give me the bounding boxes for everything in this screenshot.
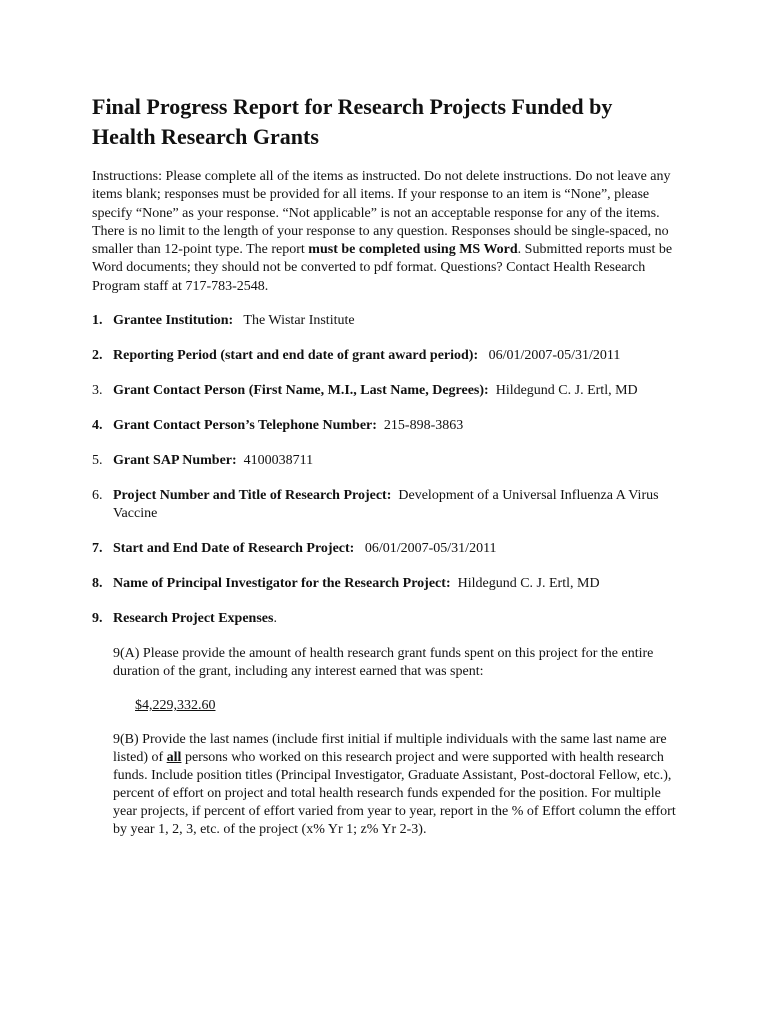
section-9b-text-2: persons who worked on this research project and were supported with health research funds. Include position titles (Principal Investigator, Graduate Assistant, Post-doctoral Fellow, etc.), percent of effort on project and total health research funds expended for the position. For multiple year projects, if percent of effort varied from year to year, report in the % of Effort column the effort by year 1, 2, 3, etc. of the project (x% Yr 1; z% Yr 2-3).: [113, 750, 676, 838]
title-line-1: Final Progress Report for Research Projects Funded by: [92, 94, 613, 119]
item-label: Grant SAP Number:: [113, 453, 237, 469]
section-9b-text: [92, 731, 684, 839]
section-9b-emphasis: all: [166, 750, 182, 766]
item-label: Grant Contact Person (First Name, M.I., Last Name, Degrees):: [113, 383, 489, 399]
item-grant-sap-number: [92, 452, 684, 470]
item-label: Name of Principal Investigator for the Research Project:: [113, 576, 451, 592]
item-value: .: [273, 611, 277, 627]
item-contact-telephone: [92, 417, 684, 435]
item-number: 8.: [92, 576, 103, 592]
instructions-text-2: . Submitted reports must be Word documents; they should not be converted to pdf format. Questions? Contact Health Research Program staff at 717-783-2548.: [92, 242, 673, 294]
item-label: Project Number and Title of Research Project:: [113, 488, 392, 504]
item-label: Grantee Institution:: [113, 313, 234, 329]
item-research-expenses: [92, 610, 684, 628]
section-9a-text: 9(A) Please provide the amount of health research grant funds spent on this project for the entire duration of the grant, including any interest earned that was spent:: [113, 646, 654, 680]
item-number: 5.: [92, 453, 103, 469]
item-principal-investigator: [92, 575, 684, 593]
instructions-text-1: Instructions: Please complete all of the items as instructed. Do not delete instructions. Do not leave any items blank; responses must be provided for all items. If your response to an item is “None”, please specify “None” as your response. “Not applicable” is not an acceptable response for any of the items. There is no limit to the length of your response to any question. Responses should be single-spaced, no smaller than 12-point type. The report: [92, 169, 671, 258]
document-page: [92, 92, 684, 855]
item-grantee-institution: [92, 312, 684, 330]
item-reporting-period: [92, 347, 684, 365]
item-value: The Wistar Institute: [243, 313, 355, 329]
item-value: Development of a Universal Influenza A Virus Vaccine: [113, 488, 659, 522]
item-value: 06/01/2007-05/31/2011: [488, 348, 621, 364]
item-number: 6.: [92, 488, 103, 504]
item-label: Grant Contact Person’s Telephone Number:: [113, 418, 377, 434]
title-line-2: Health Research Grants: [92, 124, 319, 149]
item-number: 4.: [92, 418, 103, 434]
item-value: 4100038711: [243, 453, 314, 469]
page-title: [92, 92, 684, 152]
item-project-dates: [92, 540, 684, 558]
item-value: Hildegund C. J. Ertl, MD: [457, 576, 600, 592]
item-value: 215-898-3863: [383, 418, 464, 434]
item-label: Start and End Date of Research Project:: [113, 541, 355, 557]
section-9b-text-1: 9(B) Provide the last names (include first initial if multiple individuals with the same last name are listed) of: [113, 732, 667, 766]
item-grant-contact-person: [92, 382, 684, 400]
item-label: Research Project Expenses: [113, 611, 274, 627]
item-number: 3.: [92, 383, 103, 399]
item-value: 06/01/2007-05/31/2011: [364, 541, 497, 557]
item-number: 7.: [92, 541, 103, 557]
item-number: 9.: [92, 611, 103, 627]
item-value: Hildegund C. J. Ertl, MD: [495, 383, 638, 399]
item-project-number-title: [92, 487, 684, 523]
section-9a-amount: $4,229,332.60: [135, 698, 216, 714]
instructions-paragraph: [92, 168, 684, 296]
item-number: 2.: [92, 348, 103, 364]
item-number: 1.: [92, 313, 103, 329]
item-label: Reporting Period (start and end date of grant award period):: [113, 348, 479, 364]
instructions-bold-text: must be completed using MS Word: [308, 242, 518, 258]
